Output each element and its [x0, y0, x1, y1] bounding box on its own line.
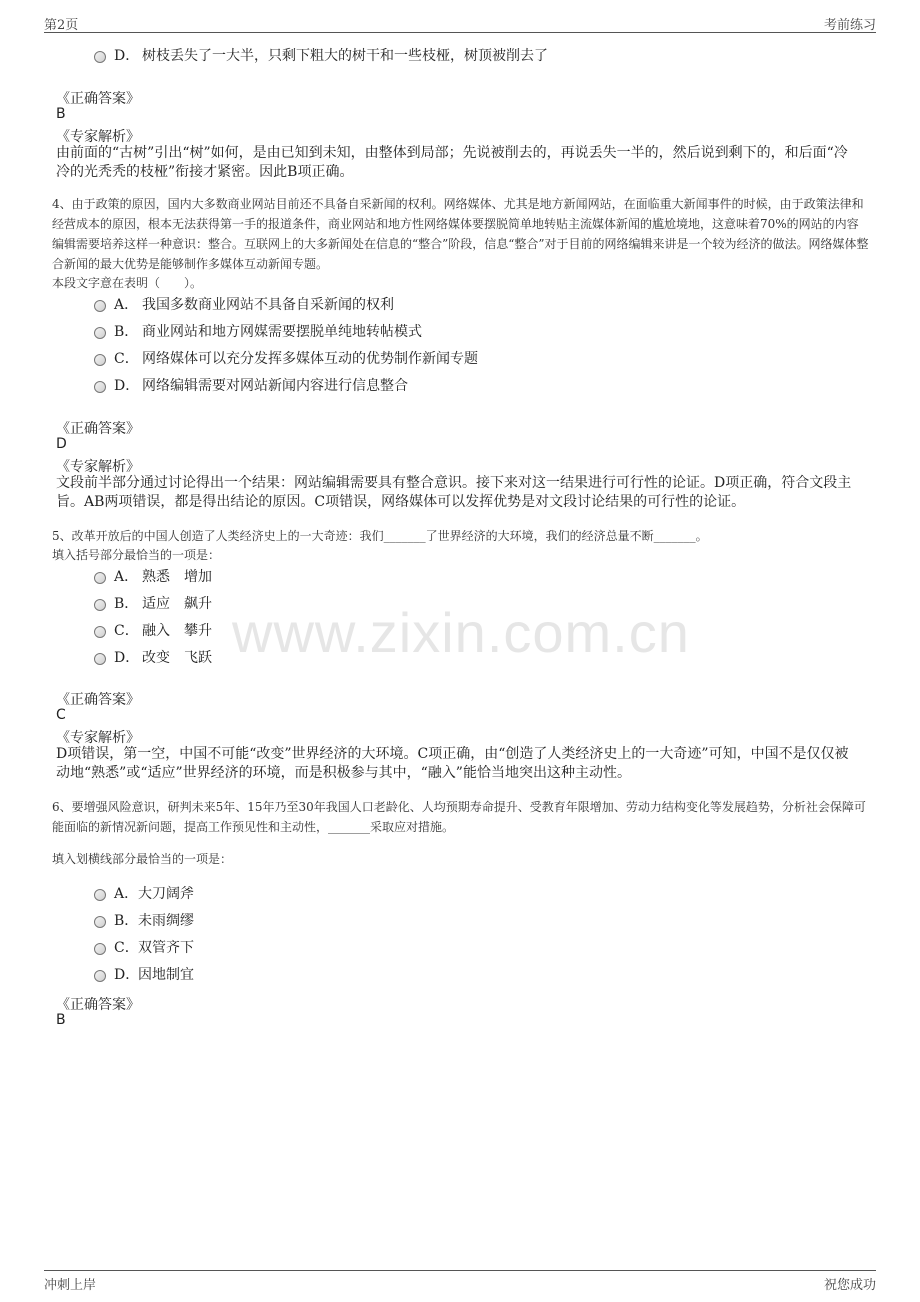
q4-prompt: 本段文字意在表明（ ）。 [52, 276, 203, 290]
option-text: 网络编辑需要对网站新闻内容进行信息整合 [142, 378, 408, 394]
page-header [44, 12, 876, 33]
option-letter: D． [114, 967, 140, 983]
q4-analysis-label: 《专家解析》 [56, 459, 140, 475]
option-letter: A． [114, 569, 139, 585]
radio-icon[interactable] [94, 572, 106, 584]
option-text: 未雨绸缪 [138, 913, 194, 929]
option-letter: B． [114, 913, 139, 929]
footer-right: 祝您成功 [823, 1278, 876, 1293]
q4-stem: 4、由于政策的原因，国内大多数商业网站目前还不具备自采新闻的权利。网络媒体、尤其是地方新闻网站，在面临重大新闻事件的时候，由于政策法律和经营成本的原因，根本无法获得第一手的报道条件，商业网站和地方性网络媒体要摆脱简单地转贴主流媒体新闻的尴尬境地，这意味着70%的网站的内容编辑需要培养这样一种意识：整合。互联网上的大多新闻处在信息的“整合”阶段，信息“整合”对于目前的网络编辑来讲是一个较为经济的做法。网络媒体整合新闻的最大优势是能够制作多媒体互动新闻专题。 [52, 197, 869, 271]
option-letter: C． [114, 623, 139, 639]
option-text: 大刀阔斧 [138, 886, 194, 902]
option-text: 融入 攀升 [142, 623, 212, 639]
option-text: 我国多数商业网站不具备自采新闻的权利 [142, 297, 394, 313]
option-letter: A． [114, 886, 139, 902]
option-letter: A． [114, 297, 139, 313]
q4-analysis: 文段前半部分通过讨论得出一个结果：网站编辑需要具有整合意识。接下来对这一结果进行可行性的论证。D项正确，符合文段主旨。AB两项错误，都是得出结论的原因。C项错误，网络媒体可以发挥优势是对文段讨论结果的可行性的论证。 [56, 475, 852, 510]
q6-answer-label: 《正确答案》 [56, 997, 140, 1013]
q4-answer-label: 《正确答案》 [56, 421, 140, 437]
page-footer [44, 1270, 876, 1293]
watermark: www.zixin.com.cn [232, 601, 690, 664]
radio-icon[interactable] [94, 626, 106, 638]
q3-answer: B [56, 106, 66, 122]
radio-icon[interactable] [94, 300, 106, 312]
q4-answer: D [56, 436, 67, 452]
header-title: 考前练习 [823, 18, 876, 33]
q3-analysis-label: 《专家解析》 [56, 129, 140, 145]
radio-icon[interactable] [94, 51, 106, 63]
q3-answer-label: 《正确答案》 [56, 91, 140, 107]
option-letter: C． [114, 351, 139, 367]
footer-left: 冲刺上岸 [44, 1278, 97, 1293]
radio-icon[interactable] [94, 381, 106, 393]
radio-icon[interactable] [94, 943, 106, 955]
q3-analysis: 由前面的“古树”引出“树”如何，是由已知到未知，由整体到局部；先说被削去的，再说丢失一半的，然后说到剩下的，和后面“冷冷的光秃秃的枝桠”衔接才紧密。因此B项正确。 [56, 145, 848, 180]
page-number: 第2页 [44, 18, 79, 33]
q5-analysis-label: 《专家解析》 [56, 730, 140, 746]
radio-icon[interactable] [94, 889, 106, 901]
option-text: 适应 飙升 [142, 596, 212, 612]
q6-stem: 6、要增强风险意识，研判未来5年、15年乃至30年我国人口老龄化、人均预期寿命提升、受教育年限增加、劳动力结构变化等发展趋势，分析社会保障可能面临的新情况新问题，提高工作预见性和主动性，_______采取应对措施。 [52, 800, 866, 834]
option-text: 网络媒体可以充分发挥多媒体互动的优势制作新闻专题 [142, 351, 478, 367]
radio-icon[interactable] [94, 916, 106, 928]
q6-prompt: 填入划横线部分最恰当的一项是： [52, 852, 233, 866]
q5-stem: 5、改革开放后的中国人创造了人类经济史上的一大奇迹：我们_______了世界经济的大环境，我们的经济总量不断_______。 [52, 529, 708, 543]
option-text: 改变 飞跃 [142, 650, 212, 666]
q5-answer-label: 《正确答案》 [56, 692, 140, 708]
option-text: 商业网站和地方网媒需要摆脱单纯地转帖模式 [142, 324, 422, 340]
q5-analysis: D项错误，第一空，中国不可能“改变”世界经济的大环境。C项正确，由“创造了人类经济史上的一大奇迹”可知，中国不是仅仅被动地“熟悉”或“适应”世界经济的环境，而是积极参与其中，“融入”能恰当地突出这种主动性。 [56, 746, 849, 781]
option-letter: D． [114, 48, 140, 64]
radio-icon[interactable] [94, 327, 106, 339]
option-letter: C． [114, 940, 139, 956]
option-letter: B． [114, 596, 139, 612]
q5-prompt: 填入括号部分最恰当的一项是： [52, 548, 221, 562]
radio-icon[interactable] [94, 354, 106, 366]
radio-icon[interactable] [94, 653, 106, 665]
radio-icon[interactable] [94, 970, 106, 982]
option-text: 双管齐下 [138, 940, 194, 956]
option-text: 树枝丢失了一大半，只剩下粗大的树干和一些枝桠，树顶被削去了 [142, 48, 548, 64]
option-letter: D． [114, 650, 140, 666]
option-letter: D． [114, 378, 140, 394]
option-letter: B． [114, 324, 139, 340]
q5-answer: C [56, 707, 66, 723]
option-text: 熟悉 增加 [142, 569, 212, 585]
q6-answer: B [56, 1012, 66, 1028]
radio-icon[interactable] [94, 599, 106, 611]
option-text: 因地制宜 [138, 967, 194, 983]
